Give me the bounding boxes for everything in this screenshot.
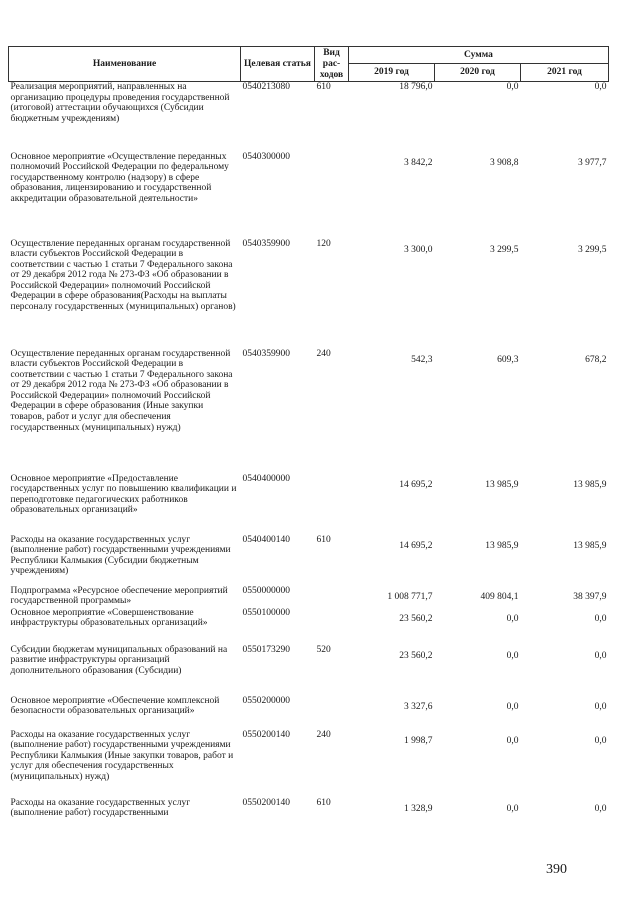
row-name: Основное мероприятие «Совершенствование инфраструктуры образовательных организаций» — [10, 607, 208, 629]
row-code: 0540400000 — [242, 473, 290, 484]
row-value-2020-text: 409 804,1 — [480, 591, 519, 602]
row-value-2021 — [521, 152, 609, 239]
row-name: Расходы на оказание государственных услуг (выполнение работ) государственными — [10, 797, 191, 819]
row-value-2021-text: 13 985,9 — [573, 479, 607, 490]
row-value-2020-text: 13 985,9 — [485, 540, 519, 551]
row-value-2019-text: 1 998,7 — [404, 735, 433, 746]
row-kind — [315, 152, 349, 239]
row-value-2020 — [435, 798, 521, 828]
row-code: 0540359900 — [242, 238, 290, 249]
row-kind: 240 — [316, 348, 331, 359]
row-value-2020-text: 0,0 — [506, 803, 519, 814]
row-value-2021-text: 3 299,5 — [578, 244, 607, 255]
row-value-2020 — [435, 239, 521, 349]
row-value-2020 — [435, 645, 521, 696]
row-value-2021-text: 0,0 — [594, 803, 607, 814]
row-value-2020-text: 0,0 — [506, 613, 519, 624]
row-value-2021-text: 0,0 — [594, 82, 607, 92]
row-value-2021-text: 3 977,7 — [578, 157, 607, 168]
row-value-2021-text: 0,0 — [594, 735, 607, 746]
row-value-2020 — [435, 152, 521, 239]
row-kind — [315, 696, 349, 730]
row-value-2020-text: 609,3 — [497, 354, 519, 365]
row-value-2019 — [349, 696, 435, 730]
row-value-2021-text: 38 397,9 — [573, 591, 607, 602]
row-kind — [315, 608, 349, 645]
row-value-2019-text: 14 695,2 — [399, 540, 433, 551]
row-value-2019 — [349, 798, 435, 828]
row-value-2019 — [349, 82, 435, 152]
row-value-2021-text: 678,2 — [585, 354, 607, 365]
row-value-2021 — [521, 535, 609, 586]
row-value-2019 — [349, 730, 435, 798]
table-row — [9, 696, 609, 730]
row-code: 0540213080 — [242, 82, 290, 92]
row-name: Основное мероприятие «Осуществление переданных полномочий Российской Федерации по федеральному государственному контролю (надзору) в сфере образования, лицензированию и государственной аккредитации образовательной деятельности» — [10, 151, 229, 204]
row-value-2021 — [521, 645, 609, 696]
table-row — [9, 152, 609, 239]
row-kind: 610 — [316, 82, 331, 92]
row-value-2021 — [521, 349, 609, 474]
table-row — [9, 586, 609, 608]
row-value-2019 — [349, 608, 435, 645]
row-value-2020-text: 3 299,5 — [490, 244, 519, 255]
row-value-2021 — [521, 798, 609, 828]
row-value-2019 — [349, 349, 435, 474]
row-code: 0540300000 — [242, 151, 290, 162]
row-value-2020 — [435, 586, 521, 608]
row-value-2019 — [349, 535, 435, 586]
table-row — [9, 349, 609, 474]
row-value-2021 — [521, 696, 609, 730]
row-name: Осуществление переданных органам государственной власти субъектов Российской Федерации в соответствии с частью 1 статьи 7 Федерального закона от 29 декабря 2012 года № 273-ФЗ «Об образовании в Российской Федерации» полномочий Российской Федерации в сфере образования (Иные закупки товаров, работ и услуг для обеспечения государственных (муниципальных) нужд) — [10, 348, 233, 433]
row-value-2019 — [349, 645, 435, 696]
row-value-2021-text: 0,0 — [594, 701, 607, 712]
row-value-2019 — [349, 239, 435, 349]
row-name: Расходы на оказание государственных услуг (выполнение работ) государственными учреждениями Республики Калмыкия (Иные закупки товаров, работ и услуг для обеспечения государственных (муниципальных) нужд) — [10, 729, 234, 783]
row-code: 0550173290 — [242, 644, 290, 655]
table-row — [9, 474, 609, 535]
row-name: Подпрограмма «Ресурсное обеспечение мероприятий государственной программы» — [10, 585, 228, 607]
row-value-2021 — [521, 82, 609, 152]
row-value-2021 — [521, 239, 609, 349]
row-code: 0550100000 — [242, 607, 290, 618]
header-sum: Сумма — [349, 47, 609, 64]
row-value-2019-text: 1 008 771,7 — [387, 591, 433, 602]
row-name: Реализация мероприятий, направленных на организацию процедуры проведения государственной (итоговой) аттестации обучающихся (Субсидии бюджетным учреждениям) — [10, 82, 230, 124]
row-value-2019-text: 542,3 — [411, 354, 433, 365]
header-year-2020: 2020 год — [435, 64, 521, 82]
row-kind — [315, 474, 349, 535]
budget-table — [8, 46, 609, 828]
row-value-2020 — [435, 474, 521, 535]
row-value-2019-text: 23 560,2 — [399, 650, 433, 661]
row-value-2020 — [435, 535, 521, 586]
row-code: 0550200140 — [242, 729, 290, 740]
row-value-2019 — [349, 474, 435, 535]
row-code: 0550200000 — [242, 695, 290, 706]
row-value-2020 — [435, 608, 521, 645]
table-row — [9, 730, 609, 798]
table-row — [9, 239, 609, 349]
header-code: Целевая статья — [241, 47, 315, 82]
row-value-2020-text: 0,0 — [506, 701, 519, 712]
row-code: 0540400140 — [242, 534, 290, 545]
row-value-2019 — [349, 586, 435, 608]
row-code: 0550200140 — [242, 797, 290, 808]
header-year-2021: 2021 год — [521, 64, 609, 82]
row-value-2021 — [521, 608, 609, 645]
row-value-2021 — [521, 586, 609, 608]
row-value-2020 — [435, 696, 521, 730]
row-value-2020 — [435, 82, 521, 152]
row-value-2019-text: 3 300,0 — [404, 244, 433, 255]
table-row — [9, 608, 609, 645]
table-row — [9, 645, 609, 696]
row-name: Осуществление переданных органам государственной власти субъектов Российской Федерации в соответствии с частью 1 статьи 7 Федерального закона от 29 декабря 2012 года № 273-ФЗ «Об образовании в Российской Федерации» полномочий Российской Федерации в сфере образования(Расходы на выплаты персоналу государственных (муниципальных) органов) — [10, 238, 236, 313]
row-value-2019-text: 1 328,9 — [404, 803, 433, 814]
row-name: Субсидии бюджетам муниципальных образований на развитие инфраструктуры организаций дополнительного образования (Субсидии) — [10, 644, 228, 676]
row-value-2020-text: 3 908,8 — [490, 157, 519, 168]
row-kind: 610 — [316, 534, 331, 545]
row-value-2019-text: 14 695,2 — [399, 479, 433, 490]
table-row — [9, 82, 609, 152]
row-kind: 120 — [316, 238, 331, 249]
header-name: Наименование — [9, 47, 241, 82]
row-name: Основное мероприятие «Предоставление государственных услуг по повышению квалификации и переподготовке педагогических работников образовательных организаций» — [10, 473, 237, 516]
row-name: Основное мероприятие «Обеспечение комплексной безопасности образовательных организаций» — [10, 695, 220, 717]
row-value-2019-text: 3 842,2 — [404, 157, 433, 168]
row-value-2020-text: 13 985,9 — [485, 479, 519, 490]
row-value-2020 — [435, 349, 521, 474]
row-value-2020-text: 0,0 — [506, 650, 519, 661]
row-value-2021-text: 13 985,9 — [573, 540, 607, 551]
row-kind: 240 — [316, 729, 331, 740]
row-name: Расходы на оказание государственных услуг (выполнение работ) государственными учреждениями Республики Калмыкия (Субсидии бюджетным учреждениям) — [10, 534, 231, 577]
row-value-2019-text: 18 796,0 — [399, 82, 433, 92]
header-kind: Вид рас-ходов — [315, 47, 349, 82]
row-value-2019 — [349, 152, 435, 239]
row-value-2020-text: 0,0 — [506, 735, 519, 746]
row-value-2019-text: 23 560,2 — [399, 613, 433, 624]
row-kind: 520 — [316, 644, 331, 655]
table-body — [9, 82, 609, 828]
row-kind: 610 — [316, 797, 331, 808]
row-code: 0540359900 — [242, 348, 290, 359]
row-value-2020-text: 0,0 — [506, 82, 519, 92]
row-value-2019-text: 3 327,6 — [404, 701, 433, 712]
page-number: 390 — [546, 862, 567, 877]
row-value-2021-text: 0,0 — [594, 613, 607, 624]
table-row — [9, 798, 609, 828]
row-value-2020 — [435, 730, 521, 798]
row-code: 0550000000 — [242, 585, 290, 596]
row-value-2021-text: 0,0 — [594, 650, 607, 661]
header-year-2019: 2019 год — [349, 64, 435, 82]
table-row — [9, 535, 609, 586]
row-value-2021 — [521, 730, 609, 798]
row-value-2021 — [521, 474, 609, 535]
row-kind — [315, 586, 349, 608]
